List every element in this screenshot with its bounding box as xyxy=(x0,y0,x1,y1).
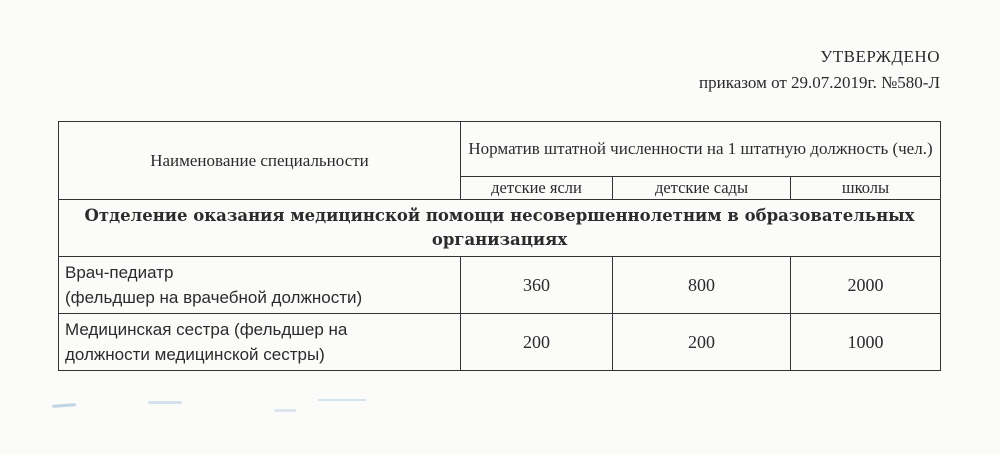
order-reference: приказом от 29.07.2019г. №580-Л xyxy=(699,73,940,92)
section-row xyxy=(59,200,941,257)
approval-stamp xyxy=(699,44,940,96)
specialty-name-line: Врач-педиатр xyxy=(65,263,174,282)
pen-mark xyxy=(52,403,76,408)
pen-mark xyxy=(148,401,182,404)
specialty-name xyxy=(59,257,461,314)
subcolumn-nursery: детские ясли xyxy=(461,177,613,200)
subcolumn-kindergarten: детские сады xyxy=(613,177,791,200)
value-nursery: 200 xyxy=(461,314,613,371)
value-kindergarten: 800 xyxy=(613,257,791,314)
value-nursery: 360 xyxy=(461,257,613,314)
table-row xyxy=(59,314,941,371)
specialty-name xyxy=(59,314,461,371)
pen-mark xyxy=(274,409,296,412)
section-title: Отделение оказания медицинской помощи несовершеннолетним в образовательных организациях xyxy=(59,200,941,257)
column-header-specialty: Наименование специальности xyxy=(59,122,461,200)
approved-label: УТВЕРЖДЕНО xyxy=(820,47,940,66)
staffing-norms-table xyxy=(58,121,941,371)
column-header-norm: Норматив штатной численности на 1 штатную должность (чел.) xyxy=(461,122,941,177)
subcolumn-schools: школы xyxy=(791,177,941,200)
value-kindergarten: 200 xyxy=(613,314,791,371)
value-schools: 2000 xyxy=(791,257,941,314)
value-schools: 1000 xyxy=(791,314,941,371)
specialty-name-line: Медицинская сестра (фельдшер на xyxy=(65,320,348,339)
pen-mark xyxy=(318,399,366,401)
table-row xyxy=(59,257,941,314)
specialty-name-line: должности медицинской сестры) xyxy=(65,345,325,364)
table-header-row xyxy=(59,122,941,177)
specialty-name-line: (фельдшер на врачебной должности) xyxy=(65,288,363,307)
